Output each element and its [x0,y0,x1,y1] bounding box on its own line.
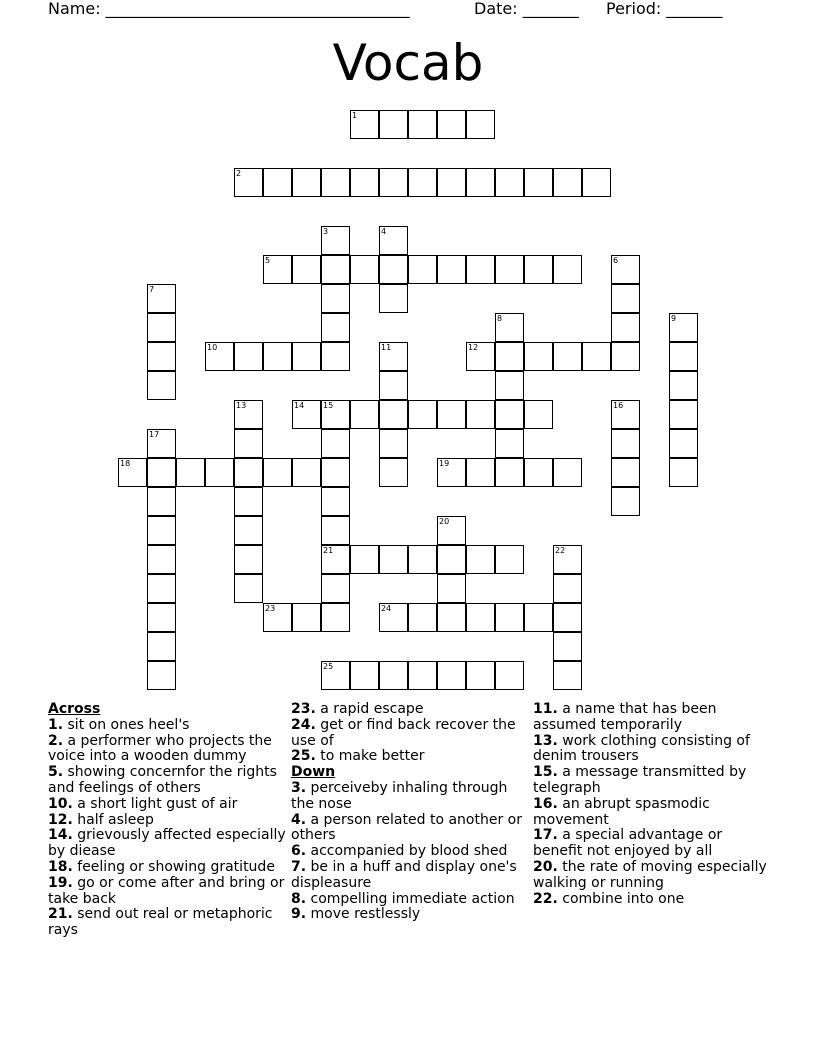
grid-cell[interactable] [263,458,292,487]
grid-cell[interactable] [495,342,524,371]
grid-cell[interactable] [118,458,147,487]
grid-cell[interactable] [408,110,437,139]
grid-cell[interactable] [321,487,350,516]
clue-item [533,797,773,829]
grid-cell[interactable] [495,603,524,632]
clue-item [48,876,288,908]
grid-cell[interactable] [437,255,466,284]
clue-number: 23 [265,604,276,613]
clue-number: 12. [48,811,73,828]
clue-number: 10. [48,795,73,812]
grid-cell[interactable] [437,545,466,574]
clue-number: 14 [294,401,305,410]
grid-cell[interactable] [553,342,582,371]
grid-cell[interactable] [408,400,437,429]
clue-number: 23. [291,701,316,717]
clue-text: a short light gust of air [77,795,238,812]
grid-cell[interactable] [669,400,698,429]
grid-cell[interactable] [292,458,321,487]
clue-text: compelling immediate action [310,890,515,907]
clues-column-2 [291,702,531,923]
grid-cell[interactable] [611,429,640,458]
clue-number: 20 [439,517,450,526]
clue-text: get or find back recover the use of [291,716,516,749]
grid-cell[interactable] [147,284,176,313]
grid-cell[interactable] [611,458,640,487]
grid-cell[interactable] [524,603,553,632]
clue-number: 2 [236,169,242,178]
clue-number: 5. [48,764,64,781]
grid-cell[interactable] [437,603,466,632]
grid-cell[interactable] [321,400,350,429]
grid-cell[interactable] [379,371,408,400]
clue-number: 15 [323,401,334,410]
grid-cell[interactable] [466,255,495,284]
grid-cell[interactable] [350,168,379,197]
clue-number: 16. [533,795,558,812]
clue-number: 1. [48,716,64,733]
grid-cell[interactable] [147,458,176,487]
grid-cell[interactable] [147,516,176,545]
grid-cell[interactable] [408,603,437,632]
clue-number: 6. [291,843,307,860]
grid-cell[interactable] [234,545,263,574]
grid-cell[interactable] [147,313,176,342]
grid-cell[interactable] [379,342,408,371]
grid-cell[interactable] [147,429,176,458]
grid-cell[interactable] [379,110,408,139]
clue-number: 7 [149,285,155,294]
grid-cell[interactable] [669,342,698,371]
grid-cell[interactable] [553,661,582,690]
grid-cell[interactable] [669,458,698,487]
clue-number: 14. [48,827,73,844]
grid-cell[interactable] [582,168,611,197]
clue-number: 7. [291,858,307,875]
clue-number: 8. [291,890,307,907]
clue-number: 13 [236,401,247,410]
grid-cell[interactable] [321,603,350,632]
clue-number: 12 [468,343,479,352]
clue-number: 3 [323,227,329,236]
grid-cell[interactable] [524,400,553,429]
clue-item [48,797,288,813]
clue-text: go or come after and bring or take back [48,874,285,907]
grid-cell[interactable] [321,661,350,690]
grid-cell[interactable] [379,661,408,690]
clue-heading: Across [48,701,101,717]
grid-cell[interactable] [176,458,205,487]
grid-cell[interactable] [582,342,611,371]
grid-cell[interactable] [234,458,263,487]
clue-number: 18. [48,858,73,875]
grid-cell[interactable] [379,168,408,197]
grid-cell[interactable] [495,313,524,342]
grid-cell[interactable] [321,313,350,342]
grid-cell[interactable] [553,255,582,284]
grid-cell[interactable] [466,458,495,487]
clue-text: a performer who projects the voice into a wooden dummy [48,732,272,765]
grid-cell[interactable] [495,168,524,197]
grid-cell[interactable] [524,458,553,487]
grid-cell[interactable] [495,371,524,400]
grid-cell[interactable] [466,110,495,139]
grid-cell[interactable] [524,342,553,371]
grid-cell[interactable] [321,284,350,313]
grid-cell[interactable] [553,603,582,632]
grid-cell[interactable] [321,574,350,603]
clue-item [291,844,531,860]
clue-item [291,860,531,892]
clue-number: 15. [533,764,558,781]
clue-text: work clothing consisting of denim trousers [533,732,750,765]
grid-cell[interactable] [350,110,379,139]
grid-cell[interactable] [292,168,321,197]
grid-cell[interactable] [292,603,321,632]
grid-cell[interactable] [321,342,350,371]
clue-number: 9 [671,314,677,323]
clue-number: 2. [48,732,64,749]
grid-cell[interactable] [234,168,263,197]
grid-cell[interactable] [147,545,176,574]
clue-text: sit on ones heel's [67,716,190,733]
period-field[interactable]: Period: _______ [606,0,723,18]
grid-cell[interactable] [234,574,263,603]
clue-text: to make better [320,748,425,765]
clue-item [48,860,288,876]
grid-cell[interactable] [263,168,292,197]
grid-cell[interactable] [611,487,640,516]
clue-number: 18 [120,459,131,468]
clue-text: perceiveby inhaling through the nose [291,779,508,812]
grid-cell[interactable] [466,168,495,197]
clue-number: 11. [533,701,558,717]
grid-cell[interactable] [437,458,466,487]
clue-item [291,781,531,813]
clue-item [48,907,288,939]
grid-cell[interactable] [147,632,176,661]
grid-cell[interactable] [611,400,640,429]
grid-cell[interactable] [379,284,408,313]
clue-number: 1 [352,111,358,120]
grid-cell[interactable] [611,255,640,284]
grid-cell[interactable] [321,545,350,574]
grid-cell[interactable] [379,226,408,255]
clue-text: send out real or metaphoric rays [48,906,273,939]
grid-cell[interactable] [379,545,408,574]
grid-cell[interactable] [350,255,379,284]
grid-cell[interactable] [321,429,350,458]
grid-cell[interactable] [553,545,582,574]
date-field[interactable]: Date: _______ [474,0,579,18]
clue-number: 4 [381,227,387,236]
grid-cell[interactable] [292,342,321,371]
grid-cell[interactable] [234,516,263,545]
clue-text: showing concernfor the rights and feelings of others [48,764,277,796]
clue-number: 19. [48,874,73,891]
clue-number: 3. [291,779,307,796]
clue-number: 20. [533,858,558,875]
grid-cell[interactable] [408,545,437,574]
grid-cell[interactable] [147,574,176,603]
clue-number: 25. [291,748,316,765]
clue-text: a name that has been assumed temporarily [533,701,717,733]
grid-cell[interactable] [669,371,698,400]
grid-cell[interactable] [553,632,582,661]
clue-item [48,828,288,860]
clue-item [533,734,773,766]
grid-cell[interactable] [495,661,524,690]
grid-cell[interactable] [466,342,495,371]
clue-item [48,734,288,766]
clue-text: a rapid escape [320,701,424,717]
grid-cell[interactable] [495,545,524,574]
grid-cell[interactable] [408,661,437,690]
grid-cell[interactable] [524,168,553,197]
clue-text: feeling or showing gratitude [77,858,275,875]
grid-cell[interactable] [437,516,466,545]
clue-number: 17. [533,827,558,844]
grid-cell[interactable] [379,603,408,632]
clues-column-1 [48,702,288,939]
clue-item [291,892,531,908]
grid-cell[interactable] [495,400,524,429]
clue-text: half asleep [77,811,154,828]
grid-cell[interactable] [321,458,350,487]
grid-cell[interactable] [495,429,524,458]
clue-number: 19 [439,459,450,468]
clue-item [533,828,773,860]
clue-text: a person related to another or others [291,811,522,844]
grid-cell[interactable] [234,429,263,458]
clue-number: 22 [555,546,566,555]
clues-column-3 [533,702,773,907]
clue-number: 17 [149,430,160,439]
grid-cell[interactable] [292,400,321,429]
grid-cell[interactable] [437,110,466,139]
grid-cell[interactable] [437,574,466,603]
grid-cell[interactable] [669,313,698,342]
grid-cell[interactable] [321,168,350,197]
clue-number: 25 [323,662,334,671]
grid-cell[interactable] [263,255,292,284]
grid-cell[interactable] [205,458,234,487]
clue-item [533,892,773,908]
clue-text: accompanied by blood shed [310,843,508,860]
grid-cell[interactable] [292,255,321,284]
grid-cell[interactable] [321,516,350,545]
clue-item [533,765,773,797]
clue-text: grievously affected especially by diease [48,827,286,860]
clue-number: 4. [291,811,307,828]
clue-item [291,907,531,923]
clue-number: 8 [497,314,503,323]
grid-cell[interactable] [147,342,176,371]
grid-cell[interactable] [495,255,524,284]
grid-cell[interactable] [553,574,582,603]
clue-number: 10 [207,343,218,352]
clue-number: 24 [381,604,392,613]
grid-cell[interactable] [611,284,640,313]
grid-cell[interactable] [321,226,350,255]
grid-cell[interactable] [234,487,263,516]
grid-cell[interactable] [350,661,379,690]
grid-cell[interactable] [669,429,698,458]
clue-number: 21. [48,906,73,923]
grid-cell[interactable] [437,661,466,690]
grid-cell[interactable] [234,400,263,429]
clue-number: 21 [323,546,334,555]
grid-cell[interactable] [466,661,495,690]
grid-cell[interactable] [437,400,466,429]
grid-cell[interactable] [147,661,176,690]
clue-number: 9. [291,906,307,923]
clue-item [291,749,531,765]
grid-cell[interactable] [379,255,408,284]
clue-number: 22. [533,890,558,907]
grid-cell[interactable] [205,342,234,371]
clue-item [48,718,288,734]
grid-cell[interactable] [263,603,292,632]
grid-cell[interactable] [553,168,582,197]
grid-cell[interactable] [495,458,524,487]
grid-cell[interactable] [379,429,408,458]
grid-cell[interactable] [524,255,553,284]
grid-cell[interactable] [466,400,495,429]
clue-item [533,860,773,892]
clue-heading: Down [291,764,336,781]
grid-cell[interactable] [553,458,582,487]
clue-number: 24. [291,716,316,733]
clue-number: 13. [533,732,558,749]
clue-item [533,702,773,734]
grid-cell[interactable] [147,487,176,516]
clue-text: an abrupt spasmodic movement [533,795,710,828]
clue-number: 11 [381,343,392,352]
page-title: Vocab [332,34,484,92]
clue-text: a message transmitted by telegraph [533,764,747,796]
grid-cell[interactable] [321,255,350,284]
grid-cell[interactable] [466,545,495,574]
clue-text: a special advantage or benefit not enjoyed by all [533,827,723,860]
grid-cell[interactable] [408,168,437,197]
clue-number: 6 [613,256,619,265]
clue-item [291,813,531,845]
grid-cell[interactable] [350,400,379,429]
grid-cell[interactable] [379,400,408,429]
clue-item [48,765,288,797]
clue-text: be in a huff and display one's displeasure [291,858,517,891]
grid-cell[interactable] [234,342,263,371]
clue-text: combine into one [562,890,685,907]
clue-item [48,813,288,829]
clue-number: 5 [265,256,271,265]
grid-cell[interactable] [350,545,379,574]
name-field[interactable]: Name: ______________________________________ [48,0,410,18]
grid-cell[interactable] [611,342,640,371]
grid-cell[interactable] [437,168,466,197]
clue-item [291,702,531,718]
grid-cell[interactable] [147,603,176,632]
grid-cell[interactable] [263,342,292,371]
clue-item [291,718,531,750]
grid-cell[interactable] [379,458,408,487]
clue-text: the rate of moving especially walking or running [533,858,767,891]
grid-cell[interactable] [408,255,437,284]
clue-number: 16 [613,401,624,410]
grid-cell[interactable] [611,313,640,342]
grid-cell[interactable] [147,371,176,400]
grid-cell[interactable] [466,603,495,632]
clue-text: move restlessly [310,906,421,923]
